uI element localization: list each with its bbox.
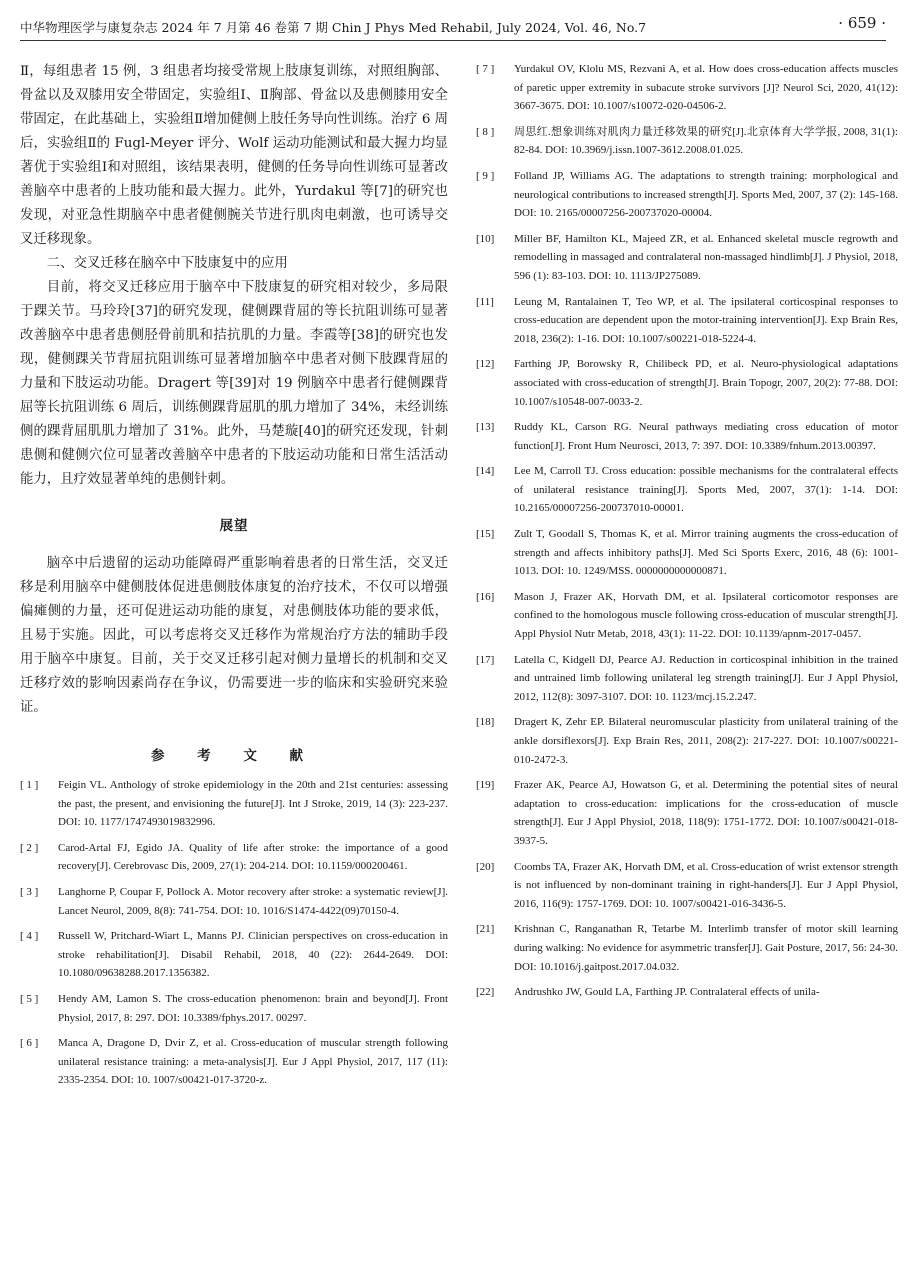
reference-item	[476, 983, 898, 1002]
reference-text: Andrushko JW, Gould LA, Farthing JP. Contralateral effects of unila-	[514, 986, 820, 999]
reference-item	[476, 418, 898, 455]
reference-item	[476, 230, 898, 286]
reference-text: Carod-Artal FJ, Egido JA. Quality of life after stroke: the importance of a good recovery[J]. Cerebrovasc Dis, 2009, 27(1): 204-214. DOI: 10.1159/000200461.	[58, 841, 448, 873]
page-number: · 659 ·	[838, 14, 886, 32]
reference-text: Zult T, Goodall S, Thomas K, et al. Mirror training augments the cross-education of strength and affects inhibitory paths[J]. Med Sci Sports Exerc, 2016, 48 (6): 1001-1013. DOI: 10. 1249/MSS. 0000000000000871.	[514, 528, 898, 578]
reference-text: Yurdakul OV, Klolu MS, Rezvani A, et al. How does cross-education affects muscles of paretic upper extremity in subacute stroke survivors [J]? Neurol Sci, 2020, 41(12): 3667-3675. DOI: 10.1007/s10072-020-04506-2.	[514, 63, 898, 113]
reference-item	[20, 883, 448, 920]
reference-item	[476, 60, 898, 116]
reference-text: Ruddy KL, Carson RG. Neural pathways mediating cross education of motor function[J]. Front Hum Neurosci, 2013, 7: 397. DOI: 10.3389/fnhum.2013.00397.	[514, 421, 898, 452]
left-column	[20, 60, 448, 1097]
reference-number: [ 2 ]	[20, 841, 39, 854]
reference-text: Langhorne P, Coupar F, Pollock A. Motor recovery after stroke: a systematic review[J]. Lancet Neurol, 2009, 8(8): 741-754. DOI: 10. 1016/S1474-4422(09)70150-4.	[58, 885, 448, 917]
reference-item	[476, 167, 898, 223]
outlook-title: 展望	[219, 518, 249, 534]
reference-number: [12]	[476, 358, 495, 371]
reference-number: [ 5 ]	[20, 992, 39, 1005]
reference-number: [14]	[476, 465, 495, 478]
reference-text: Folland JP, Williams AG. The adaptations to strength training: morphological and neurological contributions to increased strength[J]. Sports Med, 2007, 37 (2): 145-168. DOI: 10. 2165/00007256-200737020-00004.	[514, 169, 898, 220]
reference-item	[476, 588, 898, 644]
reference-text: Hendy AM, Lamon S. The cross-education phenomenon: brain and beyond[J]. Front Physiol, 2017, 8: 297. DOI: 10.3389/fphys.2017. 00297.	[58, 992, 448, 1024]
reference-text: Feigin VL. Anthology of stroke epidemiology in the 20th and 21st centuries: assessing the past, the present, and envisioning the future[J]. Int J Stroke, 2019, 14 (3): 223-237. DOI: 10. 1177/1747493019832996.	[58, 779, 448, 829]
reference-number: [15]	[476, 528, 495, 541]
reference-text: Manca A, Dragone D, Dvir Z, et al. Cross-education of muscular strength following unilateral resistance training: a meta-analysis[J]. Eur J Appl Physiol, 2017, 117 (11): 2335-2354. DOI: 10. 1007/s00421-017-3720-z.	[58, 1037, 448, 1087]
reference-text: Mason J, Frazer AK, Horvath DM, et al. Ipsilateral corticomotor responses are confined to the homologous muscle following cross-education of muscular strength[J]. Appl Physiol Nutr Metab, 2018, 43(1): 11-22. DOI: 10.1139/apnm-2017-0457.	[514, 590, 898, 641]
reference-text: Russell W, Pritchard-Wiart L, Manns PJ. Clinician perspectives on cross-education in stroke rehabilitation[J]. Disabil Rehabil, 2018, 40 (22): 2644-2649. DOI: 10.1080/09638288.2017.1356382.	[58, 930, 448, 980]
reference-number: [ 9 ]	[476, 169, 495, 182]
reference-text: Krishnan C, Ranganathan R, Tetarbe M. Interlimb transfer of motor skill learning during walking: No evidence for asymmetric transfer[J]. Gait Posture, 2017, 56: 24-30. DOI: 10.1016/j.gaitpost.2017.04.032.	[514, 923, 898, 973]
reference-text: Frazer AK, Pearce AJ, Howatson G, et al. Determining the potential sites of neural adaptation to cross-education: implications for the cross-education of muscle strength[J]. Eur J Appl Physiol, 2018, 118(9): 1751-1772. DOI: 10.1007/s00421-018-3937-5.	[514, 779, 898, 847]
lower-limb-paragraph: 目前，将交叉迁移应用于脑卒中下肢康复的研究相对较少，多局限于踝关节。马玲玲[37]的研究发现，健侧踝背屈的等长抗阻训练可显著改善脑卒中患者患侧胫骨前肌和拮抗肌的力量。李霞等[38]的研究也发现，健侧踝关节背屈抗阻训练可显著增加脑卒中患者对侧下肢踝背屈的力量和下肢运动功能。Dragert 等[39]对 19 例脑卒中患者行健侧踝背屈等长抗阻训练 6 周后，训练侧踝背屈肌的肌力增加了 34%，未经训练侧的踝背屈肌肌力增加了 31%。此外，马楚璇[40]的研究还发现，针刺患侧和健侧穴位可显著改善脑卒中患者的下肢运动功能和日常生活活动能力，且疗效显著单纯的患侧针刺。	[20, 280, 448, 487]
reference-item	[476, 713, 898, 769]
reference-item	[20, 927, 448, 983]
reference-item	[476, 293, 898, 349]
reference-item	[20, 839, 448, 876]
reference-text: Lee M, Carroll TJ. Cross education: possible mechanisms for the contralateral effects of unilateral resistance training[J]. Sports Med, 2007, 37(1): 1-14. DOI: 10.2165/00007256-200737010-00001.	[514, 465, 898, 515]
reference-number: [13]	[476, 421, 495, 434]
reference-item	[476, 651, 898, 707]
reference-number: [17]	[476, 653, 495, 666]
reference-item	[20, 1034, 448, 1090]
reference-number: [ 7 ]	[476, 63, 495, 75]
section-subheading: 二、交叉迁移在脑卒中下肢康复中的应用	[46, 256, 288, 271]
reference-number: [ 8 ]	[476, 125, 495, 138]
reference-text: Farthing JP, Borowsky R, Chilibeck PD, et al. Neuro-physiological adaptations associated with cross-education of strength[J]. Brain Topogr, 2007, 20(2): 77-88. DOI: 10.1007/s10548-007-0033-2.	[514, 358, 898, 408]
reference-text: 周思红.想象训练对肌肉力量迁移效果的研究[J].北京体育大学学报, 2008, 31(1): 82-84. DOI: 10.3969/j.issn.1007-3612.2008.01.025.	[514, 125, 898, 157]
reference-number: [19]	[476, 779, 495, 792]
intro-paragraph: Ⅱ，每组患者 15 例，3 组患者均接受常规上肢康复训练，对照组胸部、骨盆以及双膝用安全带固定，实验组Ⅰ、Ⅱ胸部、骨盆以及患侧膝用安全带固定，在此基础上，实验组Ⅱ增加健侧上肢任务导向性训练。治疗 6 周后，实验组Ⅱ的 Fugl-Meyer 评分、Wolf 运动功能测试和最大握力均显著优于实验组Ⅰ和对照组，该结果表明，健侧的任务导向性训练可显著改善脑卒中患者的上肢功能和最大握力。此外，Yurdakul 等[7]的研究也发现，对亚急性期脑卒中患者健侧腕关节进行肌肉电刺激，也可诱导交叉迁移现象。	[20, 64, 448, 247]
outlook-paragraph: 脑卒中后遗留的运动功能障碍严重影响着患者的日常生活，交叉迁移是利用脑卒中健侧肢体促进患侧肢体康复的治疗技术，不仅可以增强偏瘫侧的力量，还可促进运动功能的康复，对患侧肢体功能的要求低，且易于实施。因此，可以考虑将交叉迁移作为常规治疗方法的辅助手段用于脑卒中康复。目前，关于交叉迁移引起对侧力量增长的机制和交叉迁移疗效的影响因素尚存在争议，仍需要进一步的临床和实验研究来验证。	[20, 556, 448, 715]
reference-text: Latella C, Kidgell DJ, Pearce AJ. Reduction in corticospinal inhibition in the trained and untrained limb following unilateral leg strength training[J]. Eur J Appl Physiol, 2012, 112(8): 3097-3107. DOI: 10. 1123/mcj.15.2.247.	[514, 653, 898, 703]
reference-text: Dragert K, Zehr EP. Bilateral neuromuscular plasticity from unilateral training of the ankle dorsiflexors[J]. Exp Brain Res, 2011, 208(2): 217-227. DOI: 10.1007/s00221-010-2472-3.	[514, 716, 898, 766]
reference-number: [22]	[476, 986, 495, 999]
reference-item	[20, 776, 448, 832]
reference-number: [21]	[476, 923, 495, 936]
reference-item	[476, 525, 898, 581]
reference-number: [ 4 ]	[20, 930, 39, 943]
reference-item	[476, 462, 898, 518]
reference-number: [ 1 ]	[20, 779, 39, 791]
reference-item	[20, 990, 448, 1027]
reference-item	[476, 355, 898, 411]
reference-number: [10]	[476, 232, 495, 245]
reference-item	[476, 776, 898, 850]
reference-number: [ 6 ]	[20, 1037, 39, 1050]
journal-citation: 中华物理医学与康复杂志 2024 年 7 月第 46 卷第 7 期 Chin J Phys Med Rehabil, July 2024, Vol. 46, No.7	[20, 20, 647, 35]
reference-item	[476, 123, 898, 160]
running-header	[20, 12, 886, 41]
reference-text: Leung M, Rantalainen T, Teo WP, et al. The ipsilateral corticospinal responses to cross-education are dependent upon the motor-training intervention[J]. Exp Brain Res, 2018, 236(2): 1-16. DOI: 10.1007/s00221-018-5224-4.	[514, 295, 898, 345]
reference-text: Miller BF, Hamilton KL, Majeed ZR, et al. Enhanced skeletal muscle regrowth and remodelling in massaged and contralateral non-massaged hindlimb[J]. J Physiol, 2018, 596 (1): 83-103. DOI: 10. 1113/JP275089.	[514, 232, 898, 282]
reference-number: [ 3 ]	[20, 885, 39, 898]
reference-number: [11]	[476, 295, 494, 308]
reference-number: [18]	[476, 716, 495, 729]
reference-item	[476, 858, 898, 914]
reference-item	[476, 920, 898, 976]
reference-number: [16]	[476, 590, 495, 603]
reference-number: [20]	[476, 860, 495, 873]
right-column	[476, 60, 898, 1009]
reference-text: Coombs TA, Frazer AK, Horvath DM, et al. Cross-education of wrist extensor strength is not influenced by non-dominant training in right-handers[J]. Eur J Appl Physiol, 2016, 116(9): 1757-1769. DOI: 10. 1007/s00421-016-3436-5.	[514, 860, 898, 910]
references-title: 参 考 文 献	[150, 748, 318, 764]
